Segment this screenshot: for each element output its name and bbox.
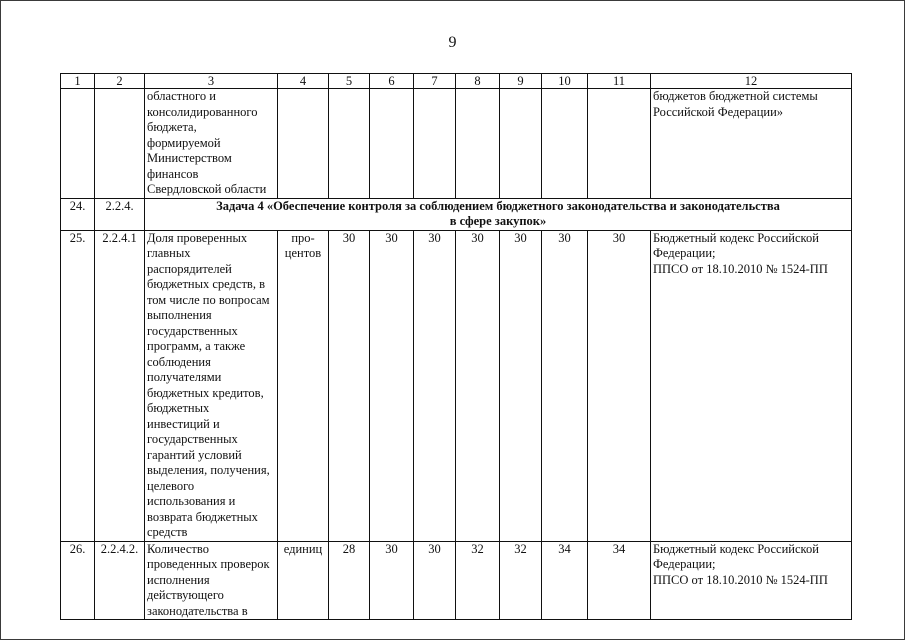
value-cell: 30 [370,230,414,541]
row-code: 2.2.4.1 [95,230,145,541]
cell-text-line: областного и [147,89,216,103]
cell-text-line: бюджета, [147,120,197,134]
cell-text-line: проведенных проверок [147,557,270,571]
cell-text-line: государственных [147,323,238,338]
cell-text-line: выполнения [147,308,212,322]
source-cell [651,230,852,541]
value-cell: 30 [456,230,500,541]
header-cell: 2 [95,74,145,89]
task-row [61,198,852,230]
cell-text-line: получателями [147,370,222,384]
cell-text-line: выделения, получения, [147,463,270,477]
cell-text-line: ППСО от 18.10.2010 № 1524-ПП [653,572,828,587]
continuation-indicator-name [145,89,278,199]
cell-text-line: целевого [147,478,195,493]
indicator-name [145,541,278,620]
header-cell: 5 [329,74,370,89]
row-number: 26. [61,541,95,620]
header-cell: 9 [500,74,542,89]
header-cell: 4 [278,74,329,89]
cell-text-line: бюджетных [147,401,210,415]
cell-text-line: гарантий условий [147,447,242,462]
cell-text-line: действующего [147,588,224,602]
value-cell: 30 [414,230,456,541]
cell-text-line: Министерством [147,151,232,165]
cell-text-line: главных [147,246,191,260]
cell-text-line: финансов [147,166,199,181]
cell-text-line: возврата бюджетных [147,509,258,524]
cell-text-line: формируемой [147,135,221,150]
cell-text-line: использования и [147,494,236,508]
table-row [61,541,852,620]
task-row-number: 24. [61,198,95,230]
value-cell: 34 [588,541,651,620]
cell-text-line: Свердловской области [147,182,267,196]
indicators-table [60,73,852,620]
cell-text-line: Федерации; [653,246,716,260]
cell-text-line: консолидированного [147,104,258,119]
continuation-row [61,89,852,199]
task-title-line-2: в сфере закупок» [449,214,547,228]
value-cell: 30 [500,230,542,541]
indicator-name [145,230,278,541]
value-cell: 28 [329,541,370,620]
header-cell: 8 [456,74,500,89]
cell-text-line: Бюджетный кодекс Российской [653,541,819,556]
continuation-source [651,89,852,199]
cell-text-line: бюджетов бюджетной системы [653,89,818,103]
header-cell: 10 [542,74,588,89]
value-cell: 30 [370,541,414,620]
cell-text-line: государственных [147,432,238,446]
cell-text-line: исполнения [147,572,210,587]
cell-text-line: соблюдения [147,354,211,369]
task-title [145,198,852,230]
header-cell: 1 [61,74,95,89]
cell-text-line: Количество [147,541,209,556]
task-row-code: 2.2.4. [95,198,145,230]
page-number: 9 [448,34,457,51]
header-cell: 7 [414,74,456,89]
unit [278,541,329,620]
row-code: 2.2.4.2. [95,541,145,620]
source-cell [651,541,852,620]
value-cell: 32 [500,541,542,620]
cell-text-line: распорядителей [147,261,232,276]
cell-text-line: Российской Федерации» [653,104,784,119]
header-cell: 6 [370,74,414,89]
value-cell: 32 [456,541,500,620]
unit [278,230,329,541]
cell-text-line: Доля проверенных [147,230,248,245]
cell-text-line: законодательства в [147,603,248,618]
header-cell: 3 [145,74,278,89]
cell-text-line: центов [284,246,322,260]
cell-text-line: средств [147,525,188,539]
value-cell: 30 [414,541,456,620]
value-cell: 30 [542,230,588,541]
cell-text-line: ППСО от 18.10.2010 № 1524-ПП [653,261,828,276]
task-title-line-1: Задача 4 «Обеспечение контроля за соблюдением бюджетного законодательства и законодательства [216,198,780,213]
cell-text-line: программ, а также [147,339,246,353]
cell-text-line: бюджетных кредитов, [147,385,264,400]
header-cell: 11 [588,74,651,89]
cell-text-line: единиц [283,541,323,556]
value-cell: 30 [588,230,651,541]
header-cell: 12 [651,74,852,89]
cell-text-line: про- [291,230,315,245]
cell-text-line: Бюджетный кодекс Российской [653,230,819,245]
header-row [61,74,852,89]
value-cell: 34 [542,541,588,620]
value-cell: 30 [329,230,370,541]
cell-text-line: Федерации; [653,557,716,571]
cell-text-line: инвестиций и [147,416,220,431]
table-row [61,230,852,541]
cell-text-line: том числе по вопросам [147,292,270,307]
row-number: 25. [61,230,95,541]
cell-text-line: бюджетных средств, в [147,277,265,291]
